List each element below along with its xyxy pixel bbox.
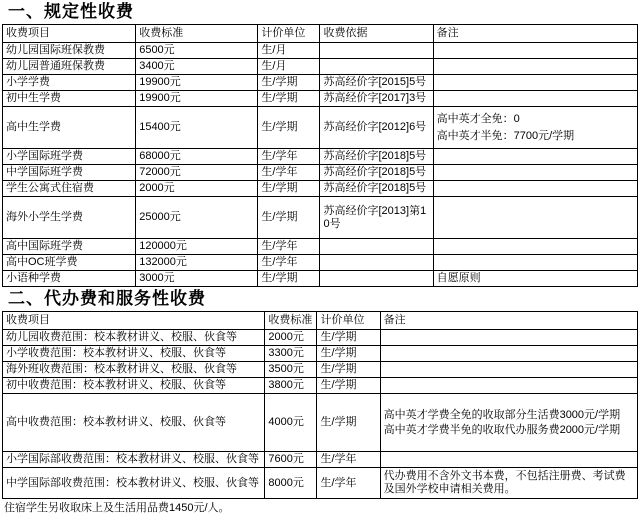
table-row <box>3 197 638 239</box>
cell-unit: 生/学期 <box>317 394 380 452</box>
cell-note <box>380 378 637 394</box>
table-row <box>3 149 638 165</box>
cell-note <box>433 43 637 59</box>
cell-basis: 苏高经价字[2018]5号 <box>320 149 433 165</box>
table-row <box>3 165 638 181</box>
table-row <box>3 330 638 346</box>
column-header-item: 收费项目 <box>3 25 136 43</box>
cell-standard: 2000元 <box>265 330 317 346</box>
column-header-standard: 收费标准 <box>136 25 258 43</box>
note-line: 高中英才半免：7700元/学期 <box>436 129 575 142</box>
cell-item: 初中生学费 <box>3 91 136 107</box>
section-title-agency-service: 二、代办费和服务性收费 <box>8 289 206 308</box>
cell-item: 小学国际部收费范围：校本教材讲义、校服、伙食等 <box>3 452 265 468</box>
cell-item: 海外班收费范围：校本教材讲义、校服、伙食等 <box>3 362 265 378</box>
cell-unit: 生/学期 <box>317 346 380 362</box>
cell-note <box>433 91 637 107</box>
table-row <box>3 378 638 394</box>
footnote-text: 住宿学生另收取床上及生活用品费1450元/人。 <box>4 502 230 514</box>
table-row <box>3 107 638 149</box>
cell-standard: 2000元 <box>136 181 258 197</box>
cell-unit: 生/学期 <box>258 197 320 239</box>
cell-standard: 132000元 <box>136 255 258 271</box>
table-row <box>3 181 638 197</box>
cell-item: 高中收费范围：校本教材讲义、校服、伙食等 <box>3 394 265 452</box>
cell-item: 小学国际班学费 <box>3 149 136 165</box>
cell-standard: 7600元 <box>265 452 317 468</box>
cell-unit: 生/学期 <box>258 181 320 197</box>
cell-unit: 生/学期 <box>258 75 320 91</box>
cell-standard: 4000元 <box>265 394 317 452</box>
table-row <box>3 75 638 91</box>
cell-standard: 72000元 <box>136 165 258 181</box>
cell-note <box>433 165 637 181</box>
cell-note <box>380 468 637 499</box>
cell-note <box>433 75 637 91</box>
cell-unit: 生/学期 <box>317 362 380 378</box>
cell-item: 中学国际部收费范围：校本教材讲义、校服、伙食等 <box>3 468 265 499</box>
cell-unit: 生/学年 <box>258 149 320 165</box>
cell-unit: 生/月 <box>258 43 320 59</box>
cell-unit: 生/学年 <box>258 165 320 181</box>
cell-item: 海外小学生学费 <box>3 197 136 239</box>
cell-item: 高中生学费 <box>3 107 136 149</box>
cell-basis: 苏高经价字[2015]5号 <box>320 75 433 91</box>
cell-note <box>433 239 637 255</box>
cell-basis: 苏高经价字[2018]5号 <box>320 181 433 197</box>
cell-unit: 生/学期 <box>258 107 320 149</box>
cell-standard: 19900元 <box>136 91 258 107</box>
cell-basis <box>320 43 433 59</box>
cell-basis: 苏高经价字[2012]6号 <box>320 107 433 149</box>
cell-item: 小语种学费 <box>3 271 136 287</box>
cell-standard: 25000元 <box>136 197 258 239</box>
cell-standard: 3500元 <box>265 362 317 378</box>
cell-note <box>380 362 637 378</box>
cell-item: 高中OC班学费 <box>3 255 136 271</box>
cell-item: 初中收费范围：校本教材讲义、校服、伙食等 <box>3 378 265 394</box>
column-header-item: 收费项目 <box>3 312 265 330</box>
cell-note <box>433 197 637 239</box>
cell-item: 幼儿园普通班保教费 <box>3 59 136 75</box>
cell-item: 中学国际班学费 <box>3 165 136 181</box>
cell-unit: 生/学年 <box>258 255 320 271</box>
column-header-note: 备注 <box>380 312 637 330</box>
cell-standard: 6500元 <box>136 43 258 59</box>
cell-standard: 8000元 <box>265 468 317 499</box>
cell-standard: 15400元 <box>136 107 258 149</box>
cell-standard: 68000元 <box>136 149 258 165</box>
cell-basis <box>320 239 433 255</box>
column-header-unit: 计价单位 <box>258 25 320 43</box>
cell-note <box>380 452 637 468</box>
cell-basis: 苏高经价字[2018]5号 <box>320 165 433 181</box>
cell-unit: 生/学期 <box>258 91 320 107</box>
column-header-standard: 收费标准 <box>265 312 317 330</box>
cell-unit: 生/学年 <box>317 452 380 468</box>
regulated-fee-table <box>2 24 638 287</box>
agency-service-fee-table <box>2 311 638 499</box>
note-line: 高中英才学费全免的收取部分生活费3000元/学期 <box>383 408 621 421</box>
note-line: 高中英才全免：0 <box>436 112 520 125</box>
cell-unit: 生/学期 <box>317 330 380 346</box>
cell-basis <box>320 59 433 75</box>
note-line: 代办费用不含外文书本费，不包括注册费、考试费及国外学校申请相关费用。 <box>383 470 626 495</box>
table-row <box>3 59 638 75</box>
table-row <box>3 271 638 287</box>
section-title-regulated: 一、规定性收费 <box>8 2 134 21</box>
cell-standard: 3800元 <box>265 378 317 394</box>
cell-note: 自愿原则 <box>433 271 637 287</box>
cell-note <box>433 149 637 165</box>
cell-note <box>433 255 637 271</box>
cell-unit: 生/月 <box>258 59 320 75</box>
cell-item: 小学学费 <box>3 75 136 91</box>
cell-item: 幼儿园收费范围：校本教材讲义、校服、伙食等 <box>3 330 265 346</box>
table-row <box>3 346 638 362</box>
cell-unit: 生/学期 <box>258 271 320 287</box>
table-row <box>3 394 638 452</box>
cell-note <box>380 394 637 452</box>
table-row <box>3 91 638 107</box>
cell-item: 小学收费范围：校本教材讲义、校服、伙食等 <box>3 346 265 362</box>
table-row <box>3 239 638 255</box>
cell-note <box>380 346 637 362</box>
cell-standard: 3300元 <box>265 346 317 362</box>
cell-standard: 3400元 <box>136 59 258 75</box>
cell-note <box>380 330 637 346</box>
cell-basis: 苏高经价字[2017]3号 <box>320 91 433 107</box>
note-line: 高中英才学费半免的收取代办服务费2000元/学期 <box>383 423 621 436</box>
cell-item: 学生公寓式住宿费 <box>3 181 136 197</box>
table-row <box>3 362 638 378</box>
table-header-row <box>3 312 638 330</box>
cell-note <box>433 181 637 197</box>
cell-basis: 苏高经价字[2013]第10号 <box>320 197 433 239</box>
cell-basis <box>320 271 433 287</box>
cell-item: 高中国际班学费 <box>3 239 136 255</box>
table-row <box>3 468 638 499</box>
table-header-row <box>3 25 638 43</box>
column-header-note: 备注 <box>433 25 637 43</box>
column-header-basis: 收费依据 <box>320 25 433 43</box>
cell-unit: 生/学年 <box>258 239 320 255</box>
cell-standard: 19900元 <box>136 75 258 91</box>
cell-standard: 3000元 <box>136 271 258 287</box>
table-row <box>3 452 638 468</box>
cell-unit: 生/学年 <box>317 468 380 499</box>
table-row <box>3 43 638 59</box>
cell-note <box>433 107 637 149</box>
cell-standard: 120000元 <box>136 239 258 255</box>
cell-unit: 生/学期 <box>317 378 380 394</box>
cell-basis <box>320 255 433 271</box>
cell-note <box>433 59 637 75</box>
cell-item: 幼儿园国际班保教费 <box>3 43 136 59</box>
table-row <box>3 255 638 271</box>
column-header-unit: 计价单位 <box>317 312 380 330</box>
